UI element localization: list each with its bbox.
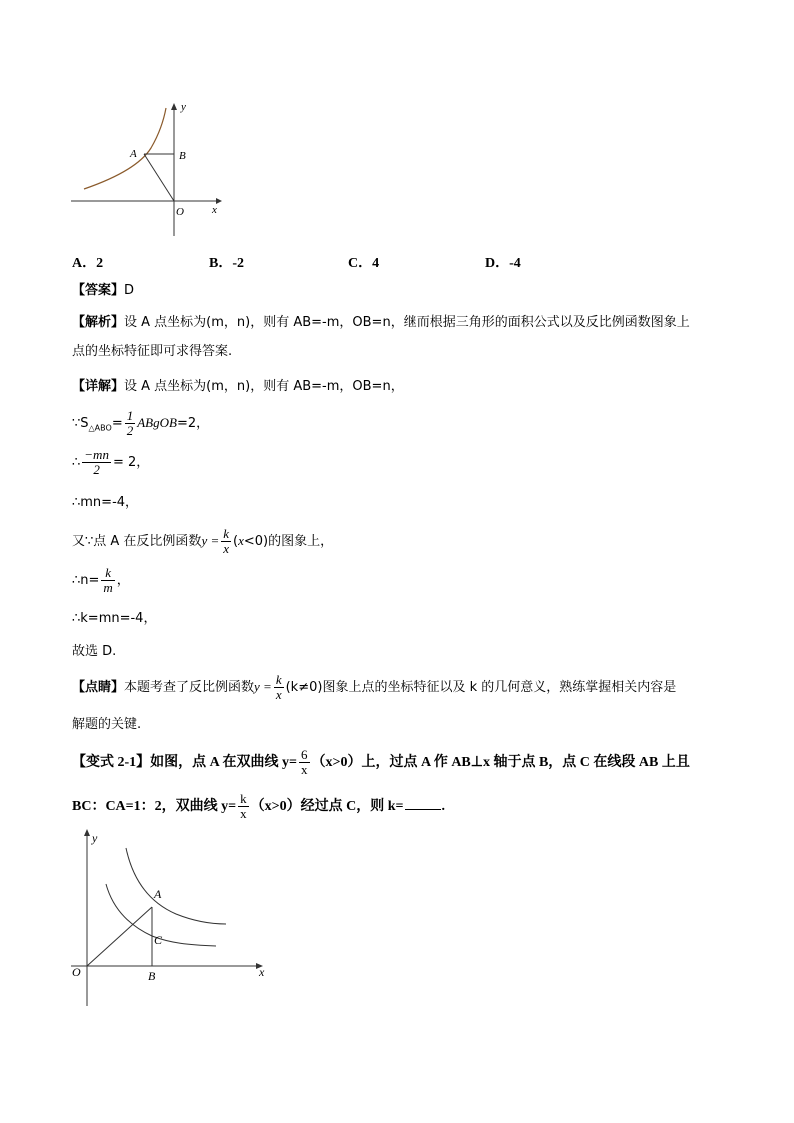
option-a: A．2	[72, 256, 104, 271]
segment-oa	[87, 907, 152, 966]
label-b: B	[179, 150, 186, 162]
label-b: B	[148, 969, 156, 983]
variant-line-2: BC：CA=1：2，双曲线 y= $\frac{k}{x}$ （x>0）经过点 C，则 k= .	[72, 791, 445, 822]
label-o: O	[176, 206, 184, 218]
option-c: C．4	[348, 256, 380, 271]
answer-tag: 【答案】	[72, 283, 125, 298]
label-y: y	[92, 831, 98, 845]
figure-1	[66, 96, 226, 238]
label-c: C	[154, 933, 163, 947]
comment-line-2: 解题的关键.	[72, 717, 142, 732]
detail-line-7: ∴k=mn=-4，	[72, 611, 157, 626]
analysis-line-2: 点的坐标特征即可求得答案.	[72, 344, 233, 359]
label-o: O	[72, 965, 81, 979]
answer-blank[interactable]	[405, 797, 441, 810]
hyperbola-6-over-x	[126, 848, 226, 924]
detail-therefore-line: ∴ $\frac{-mn}{2}$ = 2，	[72, 447, 150, 477]
detail-area-line: $\because S_{\triangle ABO}=$ $\frac{1}{2}$ ABgOB=2，	[72, 408, 210, 438]
label-x: x	[212, 204, 217, 216]
detail-line-4: ∴mn=-4，	[72, 495, 139, 510]
label-a: A	[154, 887, 162, 901]
answer-line	[72, 282, 134, 300]
detail-line-8: 故选 D.	[72, 644, 117, 659]
detail-line-1: 【详解】设 A 点坐标为(m，n)，则有 AB=-m，OB=n，	[72, 379, 404, 394]
y-axis-arrow	[84, 829, 90, 836]
comment-line-1: 【点睛】本题考查了反比例函数y = $\frac{k}{x}$ (k≠0)图象上点的坐标特征以及 k 的几何意义，熟练掌握相关内容是	[72, 672, 677, 702]
hyperbola-curve	[84, 108, 166, 189]
detail-line-6: ∴n= $\frac{k}{m}$ ，	[72, 565, 130, 595]
x-axis-arrow	[216, 198, 222, 204]
figure-2	[66, 826, 286, 1011]
segment-ao	[144, 154, 174, 201]
variant-line-1: 【变式 2-1】如图，点 A 在双曲线 y= $\frac{6}{x}$ （x>0）上，过点 A 作 AB⊥x 轴于点 B，点 C 在线段 AB 上且	[72, 747, 690, 778]
analysis-line-1: 【解析】设 A 点坐标为(m，n)，则有 AB=-m，OB=n，继而根据三角形的面积公式以及反比例函数图象上	[72, 315, 690, 330]
option-b: B．-2	[209, 256, 245, 271]
label-a: A	[130, 148, 137, 160]
y-axis-arrow	[171, 103, 177, 110]
label-x: x	[259, 965, 265, 979]
fraction-half: $\frac{1}{2}$	[126, 408, 134, 438]
option-d: D．-4	[485, 256, 521, 271]
detail-line-5: 又∵点 A 在反比例函数y = $\frac{k}{x}$ (x<0)的图象上，	[72, 526, 334, 556]
fraction-mn: $\frac{-mn}{2}$	[84, 447, 109, 477]
label-y: y	[181, 101, 186, 113]
answer-text: D	[124, 283, 135, 298]
